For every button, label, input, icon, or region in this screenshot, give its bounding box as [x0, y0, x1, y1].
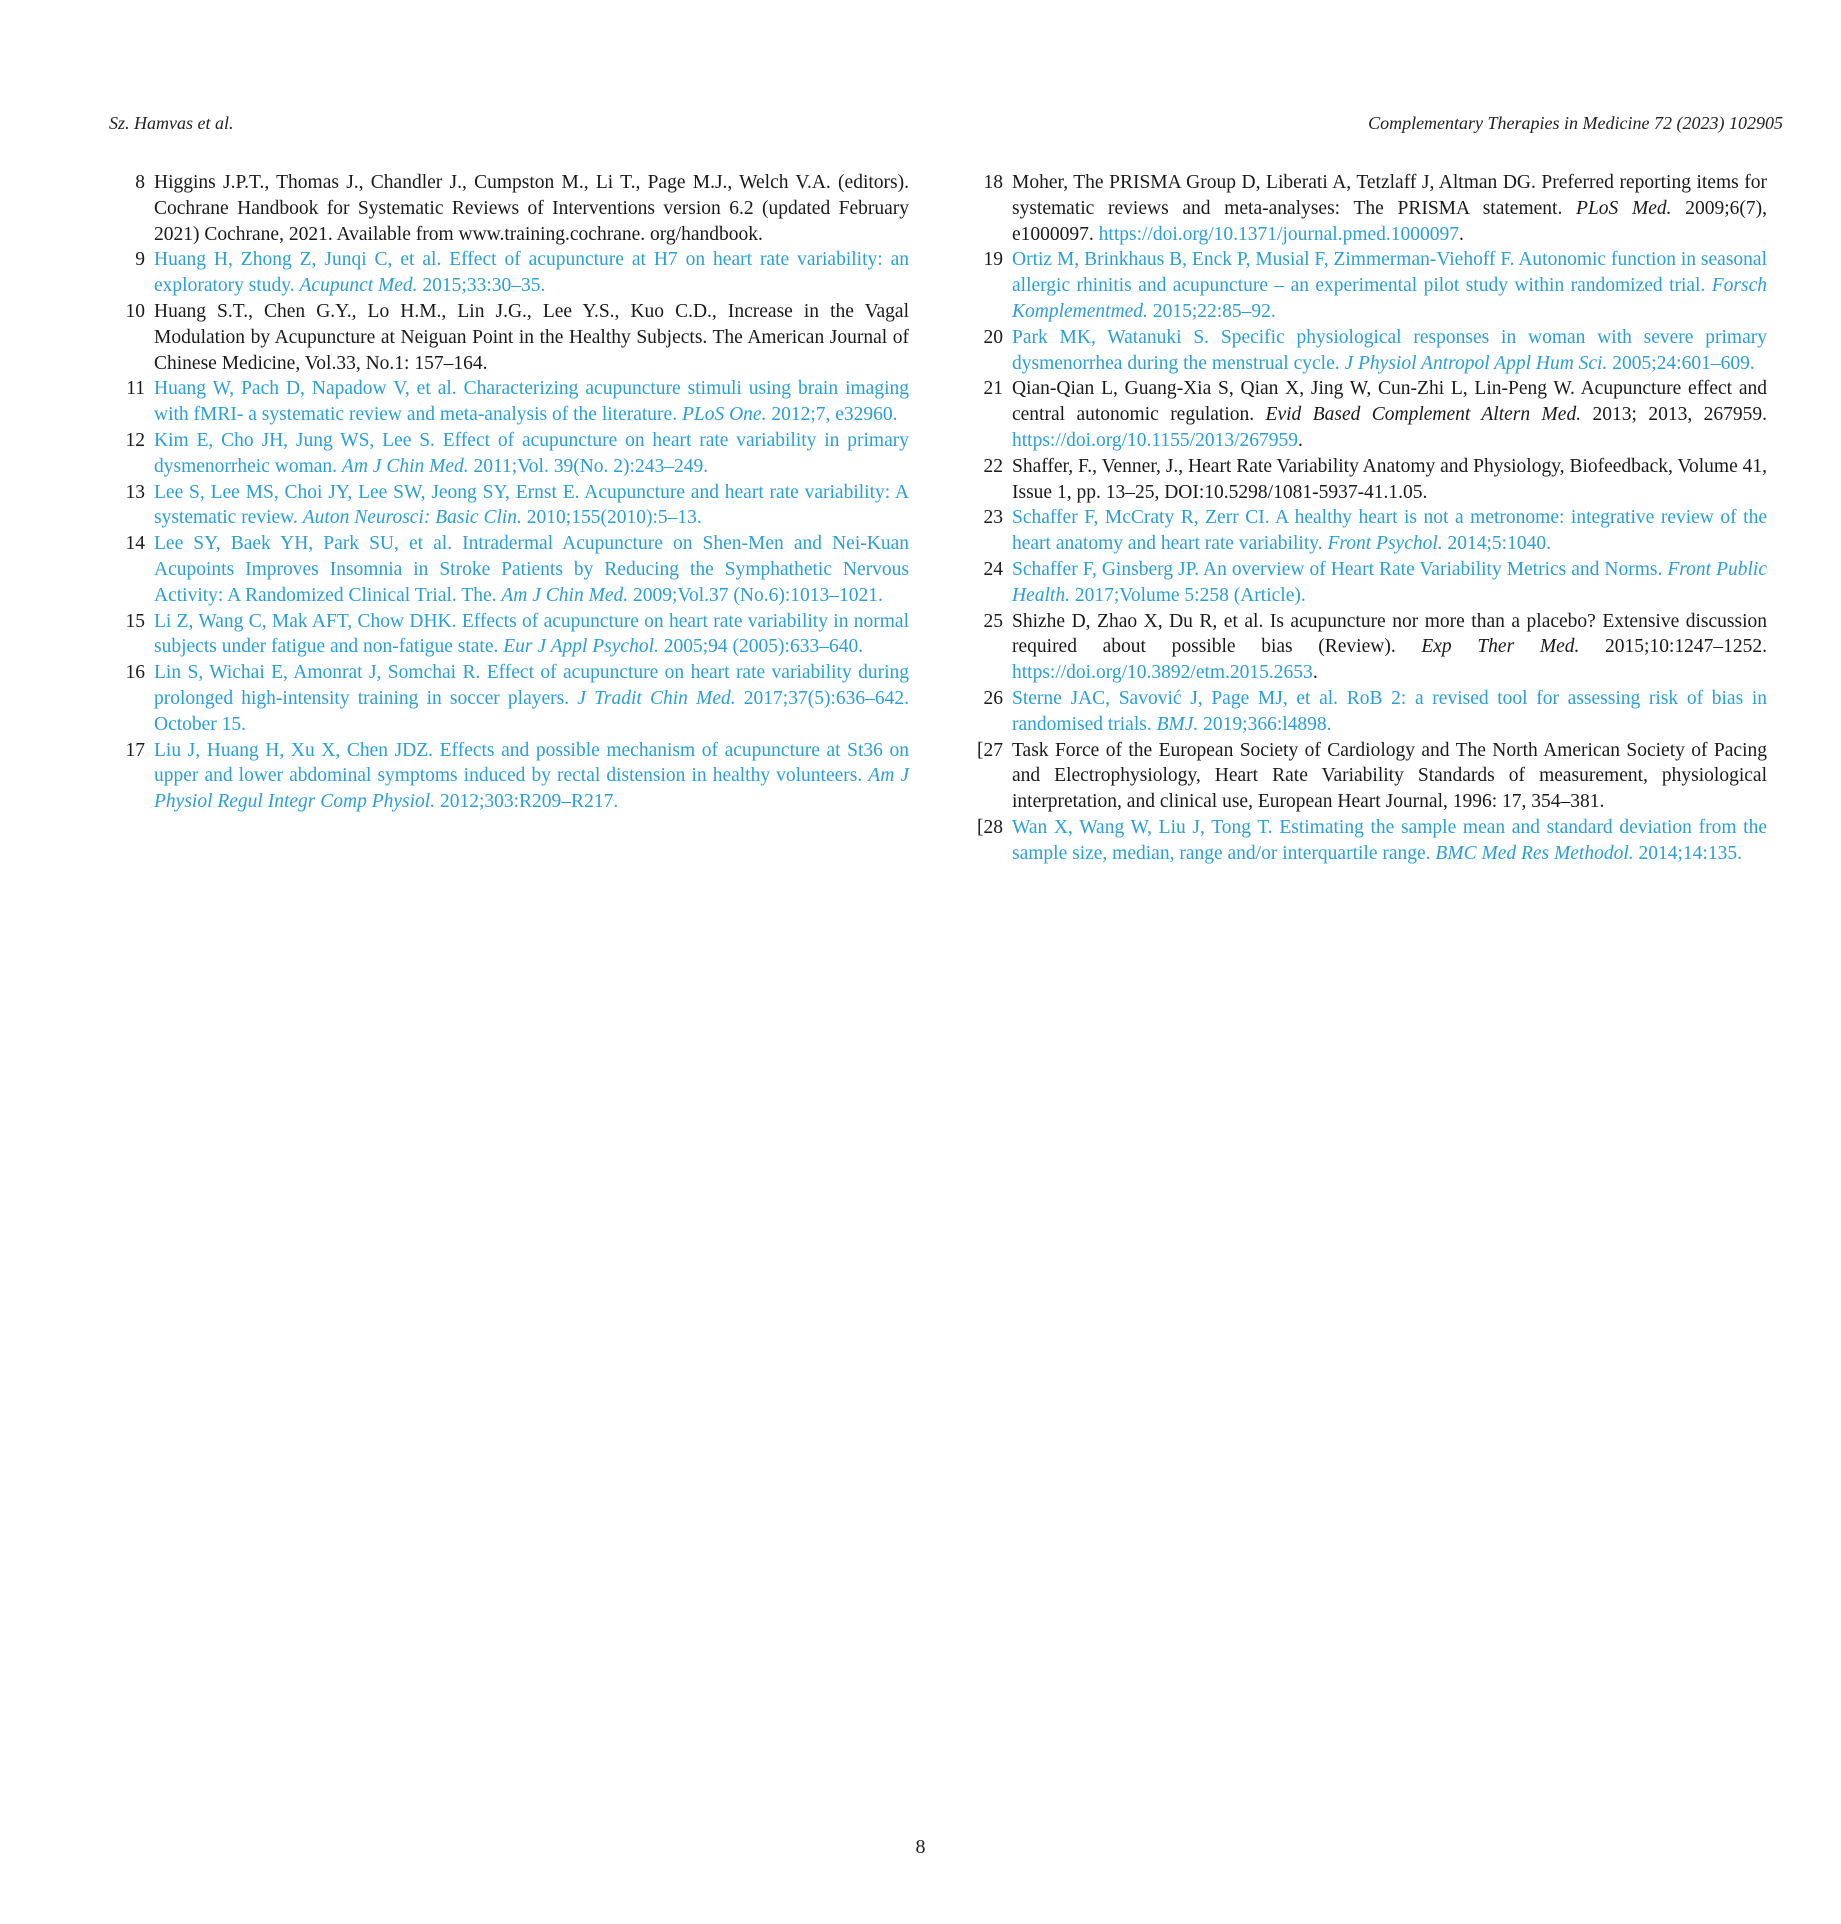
reference-item[interactable]	[109, 376, 909, 428]
reference-item[interactable]	[109, 428, 909, 480]
reference-number: 26	[983, 687, 1003, 709]
reference-item[interactable]	[109, 660, 909, 737]
reference-item	[967, 609, 1767, 686]
reference-item[interactable]	[967, 247, 1767, 324]
reference-number: 13	[125, 481, 145, 503]
references-column-left	[109, 170, 909, 815]
reference-link[interactable]: Park MK, Watanuki S. Specific physiological responses in woman with severe primary dysmenorrhea during the menstrual cycle. J Physiol Antropol Appl Hum Sci. 2005;24:601–609.	[1012, 326, 1767, 374]
reference-item	[967, 170, 1767, 247]
reference-item	[967, 454, 1767, 506]
reference-link[interactable]: Lee SY, Baek YH, Park SU, et al. Intradermal Acupuncture on Shen-Men and Nei-Kuan Acupoints Improves Insomnia in Stroke Patients by Reducing the Symphathetic Nervous Activity: A Randomized Clinical Trial. The. Am J Chin Med. 2009;Vol.37 (No.6):1013–1021.	[154, 533, 909, 606]
reference-link[interactable]: Ortiz M, Brinkhaus B, Enck P, Musial F, Zimmerman-Viehoff F. Autonomic function in seasonal allergic rhinitis and acupuncture – an experimental pilot study within randomized trial. Forsch Komplementmed. 2015;22:85–92.	[1012, 249, 1767, 322]
references-column-right	[967, 170, 1767, 867]
doi-link[interactable]: https://doi.org/10.1155/2013/267959	[1012, 429, 1299, 451]
reference-text: Task Force of the European Society of Cardiology and The North American Society of Pacing and Electrophysiology, Heart Rate Variability Standards of measurement, physiological interpretation, and clinical use, European Heart Journal, 1996: 17, 354–381.	[1012, 739, 1767, 813]
reference-number: 24	[983, 558, 1003, 580]
reference-text: Higgins J.P.T., Thomas J., Chandler J., Cumpston M., Li T., Page M.J., Welch V.A. (editors). Cochrane Handbook for Systematic Reviews of Interventions version 6.2 (updated February 2021) Cochrane, 2021. Available from www.training.cochrane. org/handbook.	[154, 172, 909, 245]
reference-item[interactable]	[109, 738, 909, 815]
reference-item[interactable]	[109, 247, 909, 299]
reference-item[interactable]	[967, 505, 1767, 557]
reference-number: 9	[135, 249, 145, 271]
page-number: 8	[915, 1836, 926, 1858]
reference-item[interactable]	[109, 480, 909, 532]
reference-number: 18	[983, 172, 1003, 193]
running-header-journal: Complementary Therapies in Medicine 72 (2023) 102905	[1368, 113, 1783, 133]
reference-number: 25	[983, 610, 1003, 632]
reference-item	[967, 376, 1767, 453]
reference-number: 8	[135, 172, 145, 193]
reference-number: 14	[125, 533, 145, 555]
reference-number: [28	[977, 816, 1003, 838]
reference-number: 11	[126, 378, 145, 400]
doi-link[interactable]: https://doi.org/10.3892/etm.2015.2653	[1012, 662, 1313, 684]
reference-link[interactable]: Kim E, Cho JH, Jung WS, Lee S. Effect of acupuncture on heart rate variability in primary dysmenorrheic woman. Am J Chin Med. 2011;Vol. 39(No. 2):243–249.	[154, 429, 909, 477]
reference-item[interactable]	[109, 531, 909, 608]
reference-item	[109, 170, 909, 247]
reference-number: 15	[125, 610, 145, 632]
reference-number: 21	[983, 378, 1003, 400]
reference-link[interactable]: Lin S, Wichai E, Amonrat J, Somchai R. Effect of acupuncture on heart rate variability during prolonged high-intensity training in soccer players. J Tradit Chin Med. 2017;37(5):636–642. October 15.	[154, 662, 910, 735]
reference-link[interactable]: Liu J, Huang H, Xu X, Chen JDZ. Effects and possible mechanism of acupuncture at St36 on upper and lower abdominal symptoms induced by rectal distension in healthy volunteers. Am J Physiol Regul Integr Comp Physiol. 2012;303:R209–R217.	[154, 739, 909, 813]
reference-item[interactable]	[967, 557, 1767, 609]
reference-text: Shizhe D, Zhao X, Du R, et al. Is acupuncture nor more than a placebo? Extensive discussion required about possible bias (Review). Exp Ther Med. 2015;10:1247–1252. https://doi.org/10.3892/etm.2015.2653.	[1012, 610, 1767, 684]
reference-item	[109, 299, 909, 376]
reference-number: 23	[983, 507, 1003, 529]
reference-number: 19	[983, 249, 1003, 271]
reference-item	[967, 738, 1767, 815]
reference-link[interactable]: Huang W, Pach D, Napadow V, et al. Characterizing acupuncture stimuli using brain imaging with fMRI- a systematic review and meta-analysis of the literature. PLoS One. 2012;7, e32960.	[154, 378, 909, 426]
doi-link[interactable]: https://doi.org/10.1371/journal.pmed.1000097	[1098, 223, 1460, 245]
reference-item[interactable]	[967, 815, 1767, 867]
reference-link[interactable]: Li Z, Wang C, Mak AFT, Chow DHK. Effects of acupuncture on heart rate variability in normal subjects under fatigue and non-fatigue state. Eur J Appl Psychol. 2005;94 (2005):633–640.	[154, 610, 909, 658]
reference-number: 10	[125, 300, 145, 322]
reference-item[interactable]	[967, 325, 1767, 377]
reference-number: 16	[125, 662, 145, 684]
reference-number: 12	[125, 429, 145, 451]
reference-text: Moher, The PRISMA Group D, Liberati A, Tetzlaff J, Altman DG. Preferred reporting items for systematic reviews and meta-analyses: The PRISMA statement. PLoS Med. 2009;6(7), e1000097. https://doi.org/10.1371/journal.pmed.1000097.	[1012, 172, 1768, 245]
reference-text: Shaffer, F., Venner, J., Heart Rate Variability Anatomy and Physiology, Biofeedback, Volume 41, Issue 1, pp. 13–25, DOI:10.5298/1081-5937-41.1.05.	[1012, 455, 1767, 503]
reference-link[interactable]: Huang H, Zhong Z, Junqi C, et al. Effect of acupuncture at H7 on heart rate variability: an exploratory study. Acupunct Med. 2015;33:30–35.	[154, 249, 909, 297]
reference-item[interactable]	[109, 609, 909, 661]
reference-item[interactable]	[967, 686, 1767, 738]
reference-text: Huang S.T., Chen G.Y., Lo H.M., Lin J.G., Lee Y.S., Kuo C.D., Increase in the Vagal Modulation by Acupuncture at Neiguan Point in the Healthy Subjects. The American Journal of Chinese Medicine, Vol.33, No.1: 157–164.	[154, 300, 909, 374]
reference-link[interactable]: Lee S, Lee MS, Choi JY, Lee SW, Jeong SY, Ernst E. Acupuncture and heart rate variability: A systematic review. Auton Neurosci: Basic Clin. 2010;155(2010):5–13.	[154, 481, 909, 529]
reference-link[interactable]: Schaffer F, Ginsberg JP. An overview of Heart Rate Variability Metrics and Norms. Front Public Health. 2017;Volume 5:258 (Article).	[1012, 558, 1767, 606]
reference-text: Qian-Qian L, Guang-Xia S, Qian X, Jing W, Cun-Zhi L, Lin-Peng W. Acupuncture effect and central autonomic regulation. Evid Based Complement Altern Med. 2013; 2013, 267959. https://doi.org/10.1155/2013/267959.	[1012, 378, 1767, 451]
reference-number: 20	[983, 326, 1003, 348]
reference-link[interactable]: Schaffer F, McCraty R, Zerr CI. A healthy heart is not a metronome: integrative review of the heart anatomy and heart rate variability. Front Psychol. 2014;5:1040.	[1012, 507, 1767, 555]
reference-link[interactable]: Sterne JAC, Savović J, Page MJ, et al. RoB 2: a revised tool for assessing risk of bias in randomised trials. BMJ. 2019;366:l4898.	[1012, 687, 1767, 735]
running-header-authors: Sz. Hamvas et al.	[109, 113, 234, 133]
reference-link[interactable]: Wan X, Wang W, Liu J, Tong T. Estimating the sample mean and standard deviation from the sample size, median, range and/or interquartile range. BMC Med Res Methodol. 2014;14:135.	[1012, 816, 1767, 864]
reference-number: [27	[977, 739, 1003, 761]
reference-number: 22	[983, 455, 1003, 477]
reference-number: 17	[125, 739, 145, 761]
